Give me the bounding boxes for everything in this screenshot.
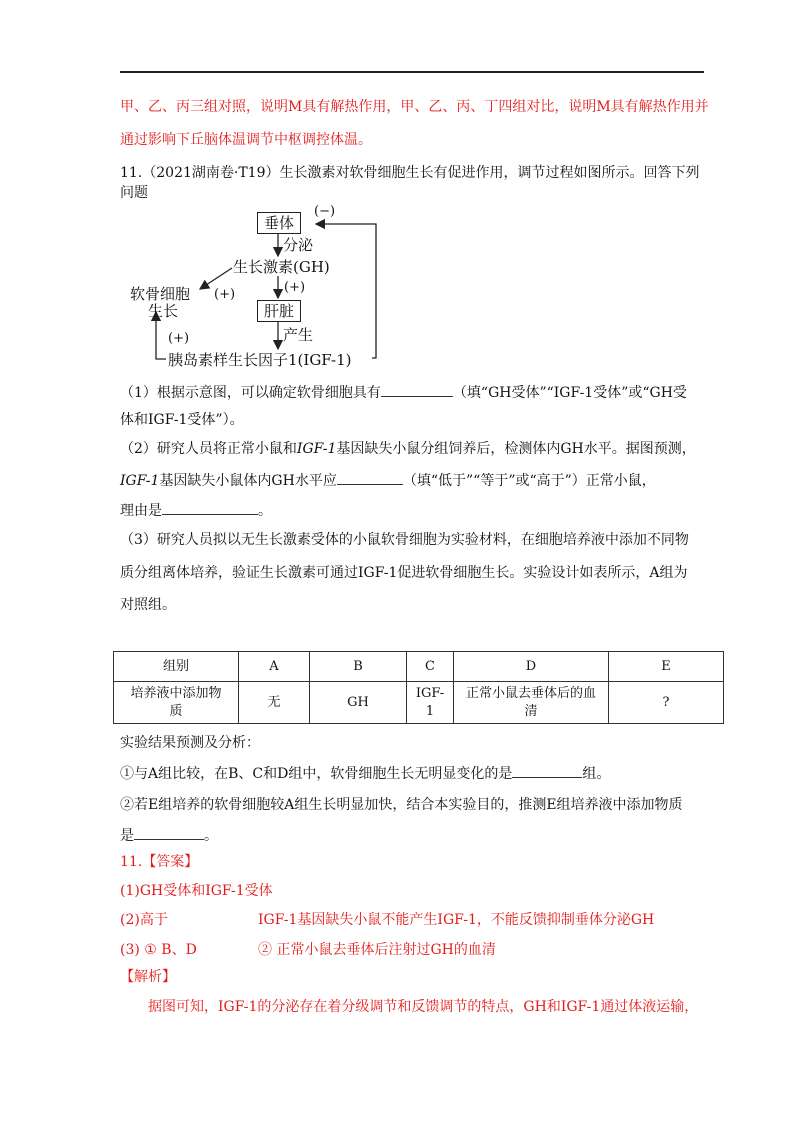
cell-c-line-1: IGF-: [415, 685, 445, 701]
table-row-label: [114, 682, 239, 724]
plus-label-igf: (+): [168, 331, 190, 346]
q1-text-a: （1）根据示意图，可以确定软骨细胞具有: [120, 385, 381, 401]
cartilage-label-line-1: 软骨细胞: [130, 285, 191, 303]
explanation-title: 【解析】: [120, 969, 176, 985]
q2-line-3: [120, 500, 272, 521]
cartilage-label-line-2: 生长: [148, 302, 179, 320]
secrete-label: 分泌: [283, 236, 314, 254]
liver-box: 肝脏: [257, 300, 301, 322]
analysis-item-1-blank[interactable]: [512, 763, 582, 778]
answer-2-reason: IGF-1基因缺失小鼠不能产生IGF-1，不能反馈抑制垂体分泌GH: [258, 912, 655, 928]
q2-level-blank[interactable]: [337, 470, 403, 485]
q3-line-1: （3）研究人员拟以无生长激素受体的小鼠软骨细胞为实验材料，在细胞培养液中添加不同物: [120, 532, 689, 548]
intro-line-1: 甲、乙、丙三组对照，说明M具有解热作用，甲、乙、丙、丁四组对比，说明M具有解热作用并: [120, 99, 709, 115]
answer-3: [120, 940, 496, 960]
cell-d-line-1: 正常小鼠去垂体后的血: [465, 685, 596, 701]
table-header-cell: B: [310, 652, 407, 682]
answer-2-choice: (2)高于: [120, 912, 168, 928]
table-cell: ?: [609, 682, 724, 724]
q1-answer-blank[interactable]: [381, 382, 453, 397]
table-cell: [454, 682, 609, 724]
row-label-line-2: 质: [169, 703, 183, 719]
intro-line-2: 通过影响下丘脑体温调节中枢调控体温。: [120, 132, 372, 148]
table-row: [114, 682, 724, 724]
minus-label: (−): [314, 204, 336, 219]
q1-line-2: 体和IGF-1受体”）。: [120, 412, 244, 428]
gh-label: 生长激素(GH): [233, 258, 330, 276]
row-label-line-1: 培养液中添加物: [130, 685, 222, 701]
q2-text-3a: 理由是: [120, 503, 162, 519]
analysis-item-2-end: 。: [204, 828, 218, 844]
answer-title: 11.【答案】: [120, 854, 199, 870]
table-row: [114, 652, 724, 682]
analysis-item-2-line-1: ②若E组培养的软骨细胞较A组生长明显加快，结合本实验目的，推测E组培养液中添加物质: [120, 797, 683, 813]
table-cell: 无: [239, 682, 310, 724]
q2-gene-2: IGF-1: [120, 473, 160, 489]
q1-line-1: [120, 382, 687, 403]
analysis-item-2-text: 是: [120, 828, 134, 844]
q2-text-3b: 。: [258, 503, 272, 519]
q2-gene-1: IGF-1: [296, 441, 337, 457]
table-header-cell: A: [239, 652, 310, 682]
q2-text-2b: （填“低于”“等于”或“高于”）正常小鼠，: [402, 473, 656, 489]
answer-3-groups: (3) ① B、D: [120, 942, 197, 958]
analysis-title: 实验结果预测及分析：: [120, 735, 260, 751]
explanation-line-1: 据图可知，IGF-1的分泌存在着分级调节和反馈调节的特点，GH和IGF-1通过体液运输，: [148, 999, 699, 1015]
table-cell: GH: [310, 682, 407, 724]
q2-text-1b: 基因缺失小鼠分组饲养后，检测体内GH水平。据图预测，: [336, 441, 696, 457]
table-cell: [407, 682, 454, 724]
q2-reason-blank[interactable]: [162, 500, 258, 515]
q2-text-1a: （2）研究人员将正常小鼠和: [120, 441, 297, 457]
cell-c-line-2: 1: [425, 703, 435, 719]
q2-line-2: [120, 470, 656, 491]
table-header-cell: E: [609, 652, 724, 682]
diagram-arrows: [120, 196, 390, 372]
q2-line-1: [120, 439, 696, 459]
answer-3-substance: ② 正常小鼠去垂体后注射过GH的血清: [258, 942, 496, 958]
igf-label: 胰岛素样生长因子1(IGF-1): [168, 351, 352, 369]
q2-text-2a: 基因缺失小鼠体内GH水平应: [159, 473, 337, 489]
q3-line-3: 对照组。: [120, 597, 176, 613]
analysis-item-1-end: 组。: [582, 766, 611, 782]
regulation-diagram: [120, 196, 390, 372]
experiment-table: [113, 651, 724, 724]
table-header-cell: 组别: [114, 652, 239, 682]
answer-2: [120, 910, 654, 930]
analysis-item-2-blank[interactable]: [134, 825, 204, 840]
question-stem-line-1: 11.（2021湖南卷·T19）生长激素对软骨细胞生长有促进作用，调节过程如图所示。回答下列: [120, 165, 700, 181]
answer-1: (1)GH受体和IGF-1受体: [120, 883, 273, 899]
question-stem-line-2: 问题: [120, 185, 148, 201]
q1-text-b: （填“GH受体”“IGF-1受体”或“GH受: [452, 385, 687, 401]
table-header-cell: D: [454, 652, 609, 682]
analysis-item-2-line-2: [120, 825, 218, 846]
analysis-item-1: [120, 763, 610, 784]
cell-d-line-2: 清: [524, 703, 538, 719]
plus-label-liver: (+): [284, 280, 306, 295]
produce-label: 产生: [283, 326, 314, 344]
table-header-cell: C: [407, 652, 454, 682]
q3-line-2: 质分组离体培养，验证生长激素可通过IGF-1促进软骨细胞生长。实验设计如表所示，A组为: [120, 565, 688, 581]
plus-label-gh: (+): [214, 287, 236, 302]
pituitary-box: 垂体: [257, 212, 301, 234]
analysis-item-1-text: ①与A组比较，在B、C和D组中，软骨细胞生长无明显变化的是: [120, 766, 513, 782]
header-rule: [120, 71, 704, 73]
